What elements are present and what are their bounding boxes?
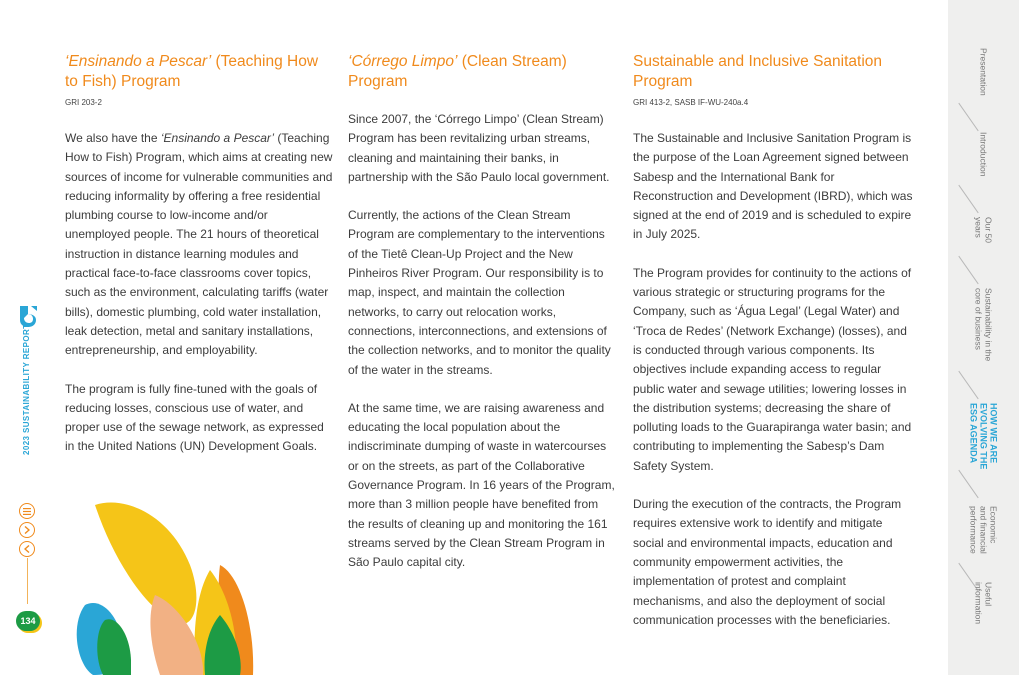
page-number-badge: 134 — [16, 611, 40, 631]
sidebar-item-useful-information[interactable]: Useful information — [973, 582, 994, 625]
gri-reference: GRI 413-2, SASB IF-WU-240a.4 — [633, 98, 749, 107]
column-ensinando-a-pescar — [65, 52, 333, 457]
sidebar-item-sustainability-core[interactable]: Sustainability in the core of business — [973, 288, 994, 362]
divider — [958, 103, 978, 131]
column-corrego-limpo — [348, 52, 618, 573]
menu-lines-icon — [23, 508, 31, 515]
chevron-left-icon — [24, 545, 30, 553]
chapter-sidebar — [948, 0, 1019, 675]
divider — [958, 256, 978, 284]
paragraph: During the execution of the contracts, the Program requires extensive work to identify and mitigate social and environmental impacts, education and community empowerment activities, the implementation of protest and complaint mechanisms, and also the deployment of social communication processes with the beneficiaries. — [633, 497, 902, 627]
paragraph: Currently, the actions of the Clean Stream Program are complementary to the interventions of the Tietê Clean-Up Project and the New Pinheiros River Program. Our responsibility is to map, inspect, and maintain the collection networks, to carry out relocation works, connections, interconnections, and extensions of the collection networks, and to monitor the quality of the water in the streams. — [348, 208, 611, 377]
gri-reference: GRI 203-2 — [65, 98, 102, 107]
nav-divider — [27, 558, 28, 604]
paragraph: The program is fully fine-tuned with the goals of reducing losses, conscious use of water, and proper use of the sewage network, as expressed in the United Nations (UN) Development Goals. — [65, 381, 324, 454]
paragraph: At the same time, we are raising awareness and educating the local population about the indiscriminate dumping of waste in watercourses or on the streets, as part of the Collaborative Governance Program. In 16 years of the Program, more than 3 million people have benefited from the results of cleaning up and monitoring the 161 streams served by the Clean Stream Program in São Paulo capital city. — [348, 400, 615, 570]
section-title: ‘Ensinando a Pescar’ (Teaching How to Fish) Program — [65, 53, 319, 90]
sidebar-item-presentation[interactable]: Presentation — [978, 48, 989, 96]
section-title: ‘Córrego Limpo’ (Clean Stream) Program — [348, 53, 567, 90]
gri-reference — [348, 98, 618, 110]
paragraph: The Sustainable and Inclusive Sanitation Program is the purpose of the Loan Agreement signed between Sabesp and the International Bank for Reconstruction and Development (IBRD), which was signed at the end of 2019 and is scheduled to expire in July 2025. — [633, 131, 913, 242]
divider — [958, 185, 978, 213]
decorative-leaf-shapes — [55, 495, 265, 675]
previous-page-button[interactable] — [19, 541, 35, 557]
divider — [958, 470, 978, 498]
section-title: Sustainable and Inclusive Sanitation Program — [633, 53, 883, 90]
paragraph: Since 2007, the ‘Córrego Limpo’ (Clean Stream) Program has been revitalizing urban streams, cleaning and maintaining their banks, in partnership with the São Paulo local government. — [348, 112, 610, 184]
divider — [958, 371, 978, 399]
report-label: 2023 SUSTAINABILITY REPORT — [22, 323, 31, 455]
sidebar-item-introduction[interactable]: Introduction — [978, 132, 989, 177]
column-sustainable-sanitation — [633, 52, 915, 630]
paragraph: The Program provides for continuity to the actions of various strategic or structuring programs for the Company, such as ‘Água Legal’ (Legal Water) and ‘Troca de Redes’ (Network Exchange) (losses), and is conducted through various components. Its objectives include expanding access to regular public water and sewage utilities; lowering losses in the distribution systems; decreasing the share of polluting loads to the Guarapiranga water basin; and contributing to implementing the Sabesp’s Dam Safety System. — [633, 265, 912, 473]
chevron-right-icon — [24, 526, 30, 534]
paragraph: We also have the ‘Ensinando a Pescar’ (Teaching How to Fish) Program, which aims at creating new sources of income for vulnerable communities and reducing informality by offering a free residential plumbing course to low-income and/or unemployed people. The 21 hours of theoretical instruction in distance learning modules and practical face-to-face classrooms cover topics, such as the environment, calculating tariffs (water bills), domestic plumbing, cold water installation, leak detection, metal and sanitary installations, entrepreneurship, and employability. — [65, 131, 333, 358]
sidebar-item-our-50-years[interactable]: Our 50 years — [973, 217, 994, 243]
sidebar-item-esg-agenda[interactable]: HOW WE ARE EVOLVING THE ESG AGENDA — [968, 403, 999, 470]
menu-button[interactable] — [19, 503, 35, 519]
sidebar-item-economic-performance[interactable]: Economic and financial performance — [968, 506, 999, 554]
next-page-button[interactable] — [19, 522, 35, 538]
